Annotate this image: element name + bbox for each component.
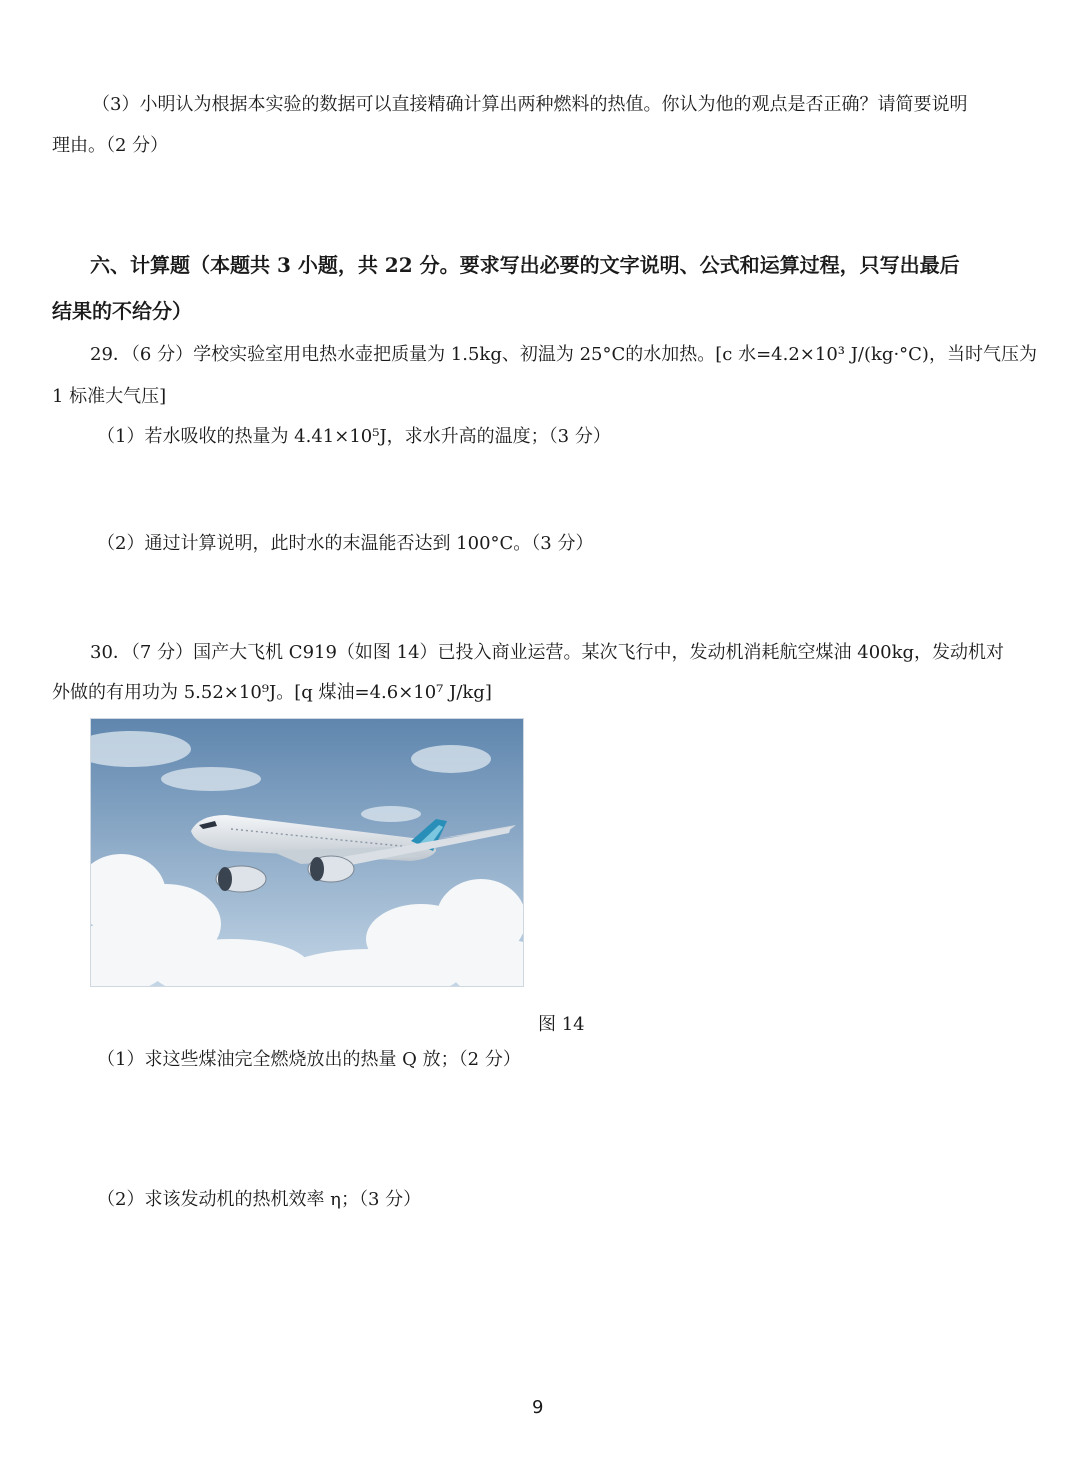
section6-heading-line2: 结果的不给分） [52, 299, 192, 323]
figure-14-airplane-photo [90, 718, 524, 987]
q29-part1: （1）若水吸收的热量为 4.41×10⁵J，求水升高的温度；（3 分） [97, 426, 611, 447]
q29-part2: （2）通过计算说明，此时水的末温能否达到 100°C。（3 分） [97, 533, 594, 554]
q29-stem-line2: 1 标准大气压] [52, 386, 167, 407]
q28-part3-line1: （3）小明认为根据本实验的数据可以直接精确计算出两种燃料的热值。你认为他的观点是否正确？请简要说明 [92, 94, 968, 115]
q28-part3-line2: 理由。（2 分） [52, 135, 169, 156]
q29-stem-line1: 29．（6 分）学校实验室用电热水壶把质量为 1.5kg、初温为 25°C的水加热。[c 水=4.2×10³ J/(kg·°C)，当时气压为 [90, 344, 1037, 365]
page-number: 9 [532, 1397, 544, 1418]
section6-heading-line1: 六、计算题（本题共 3 小题，共 22 分。要求写出必要的文字说明、公式和运算过程，只写出最后 [90, 253, 960, 277]
figure-14-caption: 图 14 [538, 1014, 585, 1035]
q30-part1: （1）求这些煤油完全燃烧放出的热量 Q 放；（2 分） [97, 1049, 521, 1070]
q30-stem-line1: 30．（7 分）国产大飞机 C919（如图 14）已投入商业运营。某次飞行中，发动机消耗航空煤油 400kg，发动机对 [90, 642, 1005, 663]
q30-part2: （2）求该发动机的热机效率 η；（3 分） [97, 1189, 422, 1210]
q30-stem-line2: 外做的有用功为 5.52×10⁹J。[q 煤油=4.6×10⁷ J/kg] [52, 682, 492, 703]
